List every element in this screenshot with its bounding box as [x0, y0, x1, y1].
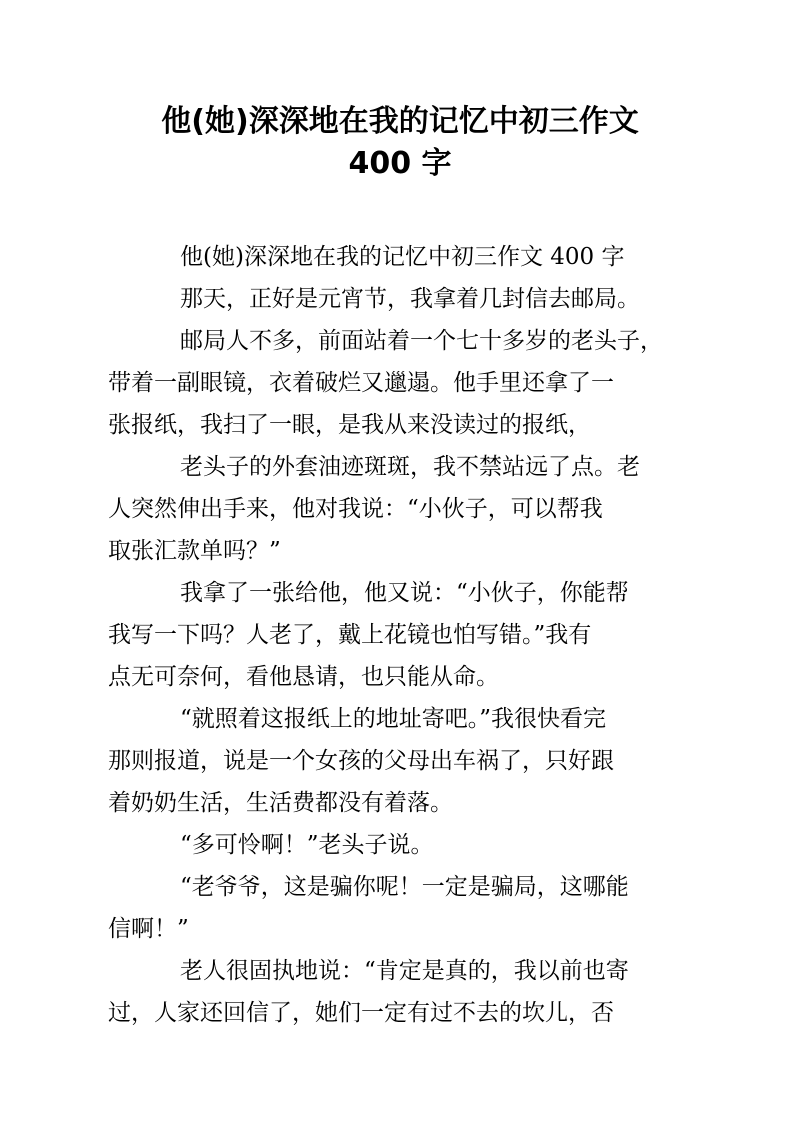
body-line: 我拿了一张给他，他又说：“小伙子，你能帮: [180, 580, 629, 606]
document-title-line-2: 400 字: [348, 146, 452, 181]
document-title-line-1: 他(她)深深地在我的记忆中初三作文: [161, 104, 639, 139]
body-line: 点无可奈何，看他恳请，也只能从命。: [108, 664, 499, 690]
body-line: 那则报道，说是一个女孩的父母出车祸了，只好跟: [108, 748, 614, 774]
body-line: “就照着这报纸上的地址寄吧。”我很快看完: [180, 706, 607, 732]
body-line: 老人很固执地说：“肯定是真的，我以前也寄: [180, 958, 629, 984]
document-body: [108, 236, 682, 1034]
body-line: 老头子的外套油迹斑斑，我不禁站远了点。老: [180, 454, 640, 480]
body-line: 着奶奶生活，生活费都没有着落。: [108, 790, 453, 816]
body-line: “多可怜啊！”老头子说。: [180, 832, 434, 858]
body-line: 我写一下吗？人老了，戴上花镜也怕写错。”我有: [108, 622, 592, 648]
body-line: 张报纸，我扫了一眼，是我从来没读过的报纸，: [108, 412, 591, 438]
body-line: 他(她)深深地在我的记忆中初三作文 400 字: [180, 244, 625, 270]
body-line: “老爷爷，这是骗你呢！一定是骗局，这哪能: [180, 874, 629, 900]
body-line: 人突然伸出手来，他对我说：“小伙子，可以帮我: [108, 496, 603, 522]
body-line: 取张汇款单吗？”: [108, 538, 281, 564]
body-line: 带着一副眼镜，衣着破烂又邋遢。他手里还拿了一: [108, 370, 614, 396]
body-line: 邮局人不多，前面站着一个七十多岁的老头子，: [180, 328, 663, 354]
body-line: 信啊！”: [108, 916, 189, 942]
body-line: 那天，正好是元宵节，我拿着几封信去邮局。: [180, 286, 640, 312]
body-line: 过，人家还回信了，她们一定有过不去的坎儿，否: [108, 1000, 614, 1026]
